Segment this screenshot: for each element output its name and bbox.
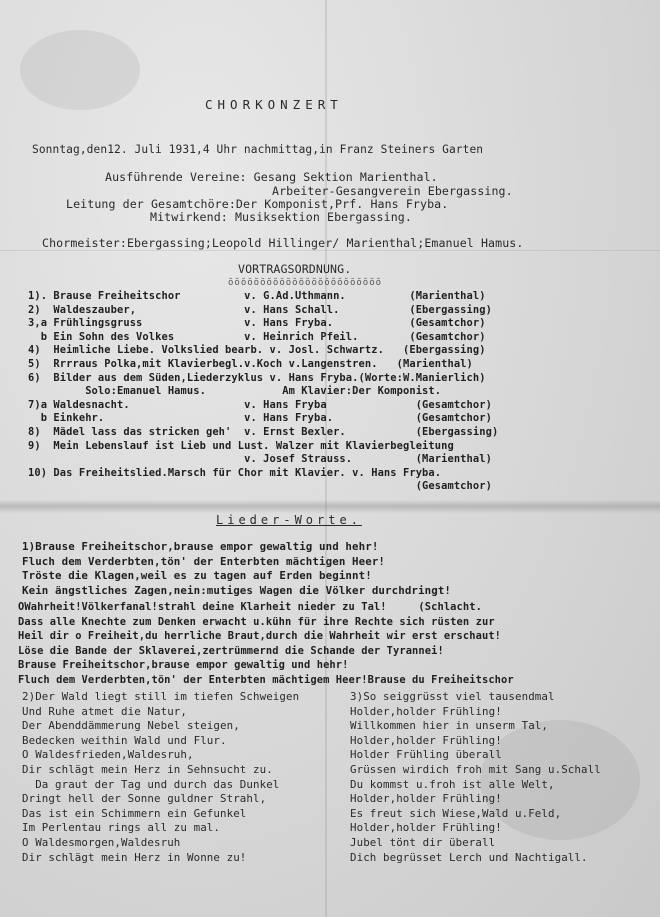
- lyric-line: Holder,holder Frühling!: [350, 821, 502, 835]
- lyric-line: Es freut sich Wiese,Wald u.Feld,: [350, 806, 562, 820]
- program-item: v. Josef Strauss. (Marienthal): [28, 453, 492, 466]
- lyric-line: Dass alle Knechte zum Denken erwacht u.kühn für ihre Rechte sich rüsten zur: [18, 615, 495, 628]
- lyric-line: O Waldesfrieden,Waldesruh,: [22, 748, 194, 762]
- lyric-line: 2)Der Wald liegt still im tiefen Schweigen: [22, 690, 300, 703]
- lyric-line: Löse die Bande der Sklaverei,zertrümmernd die Schande der Tyrannei!: [18, 644, 444, 657]
- performers-line-2: Arbeiter-Gesangverein Ebergassing.: [272, 184, 513, 198]
- lyric-line: Dich begrüsset Lerch und Nachtigall.: [350, 850, 588, 864]
- lyric-line: Dir schlägt mein Herz in Sehnsucht zu.: [22, 763, 273, 776]
- lyric-line: Da graut der Tag und durch das Dunkel: [22, 777, 280, 791]
- program-item: b Ein Sohn des Volkes v. Heinrich Pfeil. (Gesamtchor): [28, 330, 486, 343]
- lyric-line: Willkommen hier in unserm Tal,: [350, 719, 549, 733]
- lyric-line: Grüssen wirdich froh mit Sang u.Schall: [350, 763, 601, 776]
- lyric-line: Das ist ein Schimmern ein Gefunkel: [22, 806, 247, 820]
- lyric-line: Holder,holder Frühling!: [350, 704, 502, 718]
- program-item: b Einkehr. v. Hans Fryba. (Gesamtchor): [28, 412, 492, 425]
- lyric-line: Der Abenddämmerung Nebel steigen,: [22, 719, 240, 733]
- paper-fold-horizontal: [0, 250, 660, 251]
- choirmasters-line: Chormeister:Ebergassing;Leopold Hillinger/ Marienthal;Emanuel Hamus.: [42, 236, 524, 250]
- program-item: (Gesamtchor): [28, 480, 492, 493]
- program-item: 9) Mein Lebenslauf ist Lieb und Lust. Walzer mit Klavierbegleitung: [28, 439, 454, 452]
- paper-stain: [20, 30, 140, 110]
- lyric-line: Holder Frühling überall: [350, 748, 502, 762]
- program-item: 10) Das Freiheitslied.Marsch für Chor mit Klavier. v. Hans Fryba.: [28, 466, 442, 479]
- lyric-line: Dir schlägt mein Herz in Wonne zu!: [22, 850, 247, 864]
- lyric-line: OWahrheit!Völkerfanal!strahl deine Klarheit nieder zu Tal! (Schlacht.: [18, 601, 482, 613]
- lyric-line: Fluch dem Verderbten,tön' der Enterbten mächtigem Heer!Brause du Freiheitschor: [18, 674, 514, 686]
- program-item: 6) Bilder aus dem Süden,Liederzyklus v. Hans Fryba.(Worte:W.Manierlich): [28, 371, 486, 384]
- lyric-line: Im Perlentau rings all zu mal.: [22, 821, 221, 835]
- program-item: Solo:Emanuel Hamus. Am Klavier:Der Komponist.: [28, 385, 442, 398]
- program-item: 5) Rrrraus Polka,mit Klavierbegl.v.Koch v.Langenstren. (Marienthal): [28, 358, 473, 370]
- program-heading: VORTRAGSORDNUNG.: [238, 262, 352, 276]
- lyric-line: 1)Brause Freiheitschor,brause empor gewaltig und hehr!: [22, 540, 379, 553]
- lyric-line: Jubel tönt dir überall: [350, 836, 496, 849]
- performers-line-1: Ausführende Vereine: Gesang Sektion Marienthal.: [105, 170, 438, 184]
- participating-line: Mitwirkend: Musiksektion Ebergassing.: [150, 210, 412, 224]
- lyric-line: Holder,holder Frühling!: [350, 733, 502, 747]
- lyric-line: Bedecken weithin Wald und Flur.: [22, 733, 227, 747]
- program-item: 3,a Frühlingsgruss v. Hans Fryba. (Gesamtchor): [28, 317, 486, 330]
- lyric-line: Fluch dem Verderbten,tön' der Enterbten mächtigen Heer!: [22, 554, 386, 568]
- lyric-line: Und Ruhe atmet die Natur,: [22, 704, 188, 718]
- lyric-line: Brause Freiheitschor,brause empor gewaltig und hehr!: [18, 659, 349, 672]
- lyric-line: Tröste die Klagen,weil es zu tagen auf Erden beginnt!: [22, 569, 372, 583]
- program-item: 7)a Waldesnacht. v. Hans Fryba (Gesamtchor): [28, 398, 492, 411]
- lyric-line: O Waldesmorgen,Waldesruh: [22, 836, 181, 849]
- lyric-line: Holder,holder Frühling!: [350, 792, 502, 806]
- date-line: Sonntag,den12. Juli 1931,4 Uhr nachmittag,in Franz Steiners Garten: [32, 143, 484, 156]
- lyric-line: 3)So seiggrüsst viel tausendmal: [350, 690, 555, 703]
- conductor-line: Leitung der Gesamtchöre:Der Komponist,Prf. Hans Fryba.: [66, 197, 449, 211]
- program-item: 2) Waldeszauber, v. Hans Schall. (Ebergassing): [28, 303, 492, 316]
- lyrics-heading: Lieder-Worte.: [216, 513, 362, 527]
- lyric-line: Kein ängstliches Zagen,nein:mutiges Wagen die Völker durchdringt!: [22, 583, 452, 597]
- lyric-line: Du kommst u.froh ist alle Welt,: [350, 777, 555, 791]
- program-item: 4) Heimliche Liebe. Volkslied bearb. v. Josl. Schwartz. (Ebergassing): [28, 344, 486, 357]
- lyric-line: Dringt hell der Sonne guldner Strahl,: [22, 792, 267, 806]
- program-item: 1). Brause Freiheitschor v. G.Ad.Uthmann. (Marienthal): [28, 290, 486, 302]
- program-heading-ornament: ŏŏŏŏŏŏŏŏŏŏŏŏŏŏŏŏŏŏŏŏŏŏŏŏ: [228, 278, 383, 288]
- concert-title: CHORKONZERT: [205, 97, 343, 112]
- program-item: 8) Mädel lass das stricken geh' v. Ernst Bexler. (Ebergassing): [28, 426, 499, 438]
- lyric-line: Heil dir o Freiheit,du herrliche Braut,durch die Wahrheit wir erst erschaut!: [18, 630, 502, 643]
